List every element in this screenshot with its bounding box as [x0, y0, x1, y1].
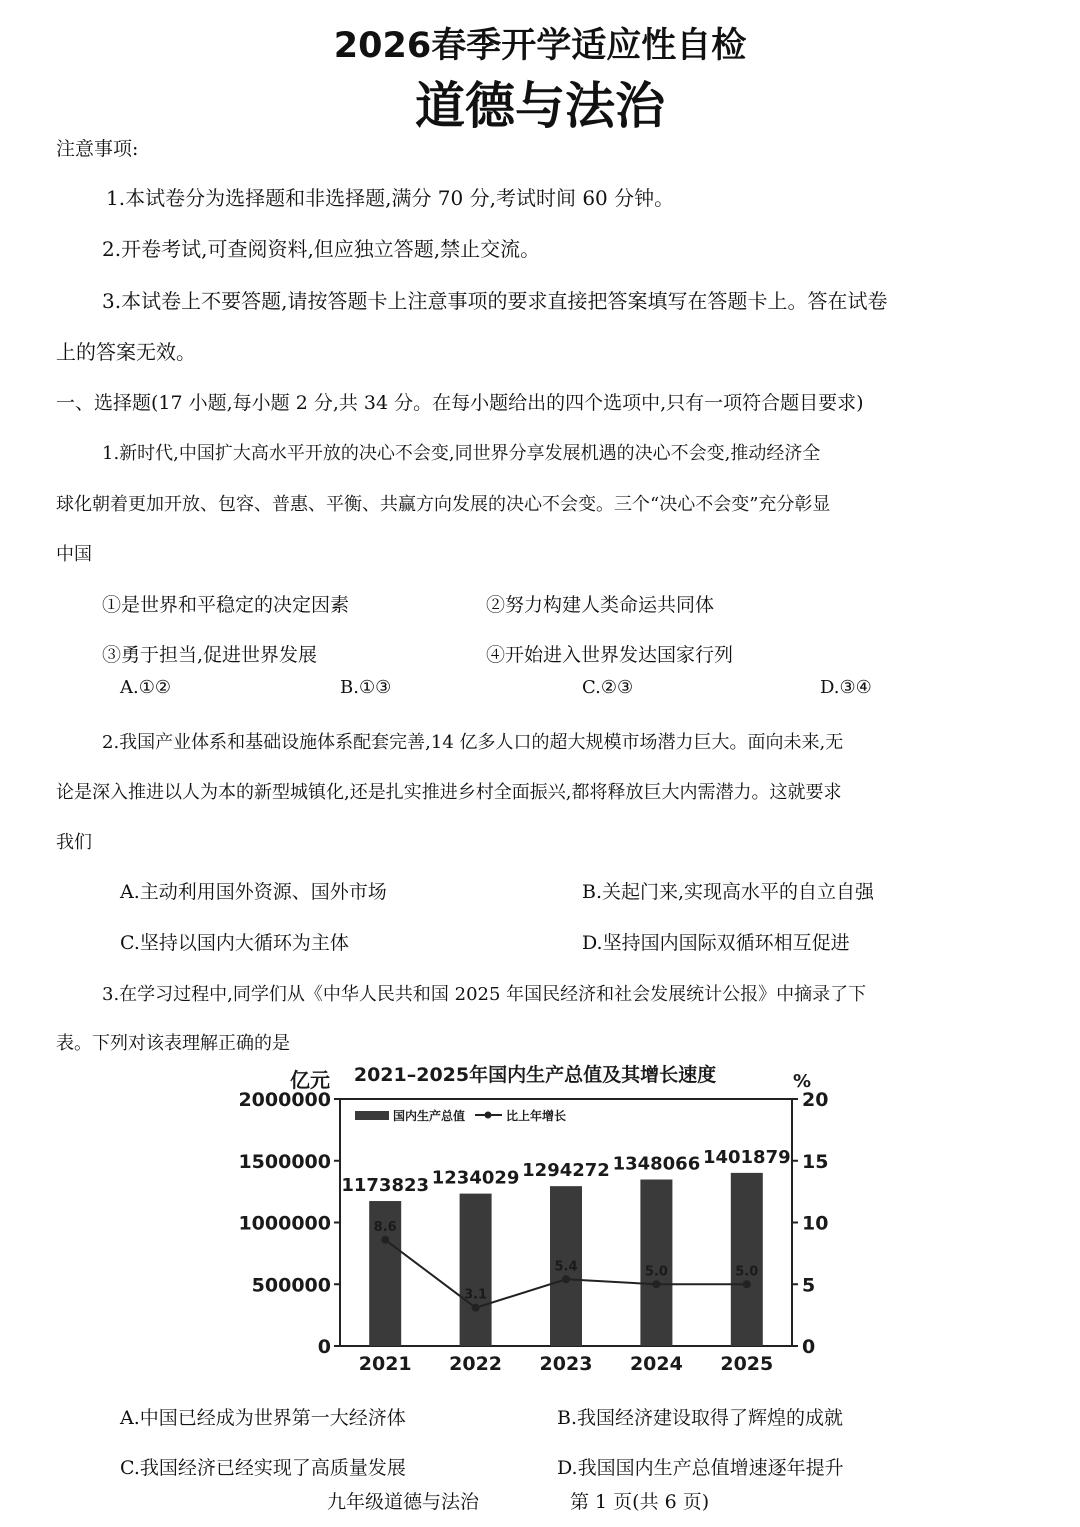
- q1-statement-4: ④开始进入世界发达国家行列: [486, 644, 734, 666]
- q1-line-3: 中国: [56, 544, 92, 565]
- y-left-tick-label: 1500000: [238, 1150, 331, 1173]
- q2-line-2: 论是深入推进以人为本的新型城镇化,还是扎实推进乡村全面振兴,都将释放巨大内需潜力。这就要求: [56, 782, 842, 803]
- q3-option-c: C.我国经济已经实现了高质量发展: [120, 1457, 406, 1479]
- notice-item-1: 1.本试卷分为选择题和非选择题,满分 70 分,考试时间 60 分钟。: [106, 186, 675, 210]
- gdp-chart: [238, 1055, 829, 1385]
- growth-label: 5.0: [735, 1264, 759, 1280]
- gdp-bar-label: 1234029: [431, 1167, 520, 1189]
- q1-option-b: B.①③: [340, 677, 392, 698]
- q1-option-c: C.②③: [582, 677, 634, 698]
- growth-label: 5.4: [554, 1259, 578, 1275]
- y-left-tick-label: 500000: [251, 1274, 331, 1297]
- q1-statement-3: ③勇于担当,促进世界发展: [102, 644, 318, 666]
- y-right-tick-label: 0: [802, 1336, 816, 1358]
- chart-ylabel-right: %: [792, 1071, 812, 1092]
- gdp-bar-label: 1348066: [612, 1153, 701, 1175]
- x-tick-label: 2023: [539, 1353, 593, 1375]
- gdp-bar: [640, 1180, 672, 1346]
- x-tick-label: 2024: [629, 1353, 683, 1375]
- legend-bar-swatch: [355, 1111, 389, 1120]
- legend-line-label: 比上年增长: [506, 1109, 567, 1123]
- y-right-tick-label: 15: [802, 1150, 829, 1173]
- y-right-tick-label: 5: [802, 1274, 816, 1297]
- q1-statement-2: ②努力构建人类命运共同体: [486, 594, 715, 616]
- q3-option-d: D.我国国内生产总值增速逐年提升: [557, 1457, 844, 1479]
- notice-item-3: 3.本试卷上不要答题,请按答题卡上注意事项的要求直接把答案填写在答题卡上。答在试卷: [102, 289, 888, 313]
- growth-point: [562, 1275, 570, 1283]
- q1-line-2: 球化朝着更加开放、包容、普惠、平衡、共赢方向发展的决心不会变。三个“决心不会变”充分彰显: [56, 494, 831, 515]
- q1-option-a: A.①②: [120, 677, 171, 698]
- growth-point: [743, 1280, 751, 1288]
- notice-item-2: 2.开卷考试,可查阅资料,但应独立答题,禁止交流。: [102, 237, 541, 261]
- q2-option-c: C.坚持以国内大循环为主体: [120, 932, 349, 954]
- x-tick-label: 2022: [449, 1353, 503, 1375]
- footer-subject: 九年级道德与法治: [327, 1491, 480, 1513]
- q2-option-d: D.坚持国内国际双循环相互促进: [582, 932, 850, 954]
- notice-item-3-cont: 上的答案无效。: [56, 340, 196, 364]
- growth-point: [381, 1236, 389, 1244]
- gdp-bar: [460, 1194, 492, 1346]
- legend-line-marker: [485, 1112, 492, 1119]
- growth-label: 8.6: [373, 1219, 397, 1235]
- q2-option-b: B.关起门来,实现高水平的自立自强: [582, 881, 875, 903]
- q2-option-a: A.主动利用国外资源、国外市场: [120, 881, 387, 903]
- q2-line-3: 我们: [56, 832, 92, 853]
- gdp-bar: [731, 1173, 763, 1346]
- growth-point: [652, 1280, 660, 1288]
- x-tick-label: 2025: [720, 1353, 774, 1375]
- y-left-tick-label: 1000000: [238, 1212, 331, 1235]
- footer-page: 第 1 页(共 6 页): [570, 1491, 710, 1513]
- q1-option-d: D.③④: [820, 677, 872, 698]
- legend-bar-label: 国内生产总值: [393, 1109, 466, 1123]
- subject-title: 道德与法治: [415, 77, 665, 135]
- notice-heading: 注意事项:: [56, 138, 139, 160]
- y-left-tick-label: 0: [317, 1336, 331, 1358]
- q1-statement-1: ①是世界和平稳定的决定因素: [102, 594, 350, 616]
- q3-option-b: B.我国经济建设取得了辉煌的成就: [557, 1407, 844, 1429]
- gdp-bar-label: 1173823: [341, 1175, 430, 1197]
- q3-line-2: 表。下列对该表理解正确的是: [56, 1033, 290, 1054]
- y-right-tick-label: 10: [802, 1212, 829, 1235]
- x-tick-label: 2021: [358, 1353, 412, 1375]
- growth-point: [472, 1304, 480, 1312]
- q3-line-1: 3.在学习过程中,同学们从《中华人民共和国 2025 年国民经济和社会发展统计公报》中摘录了下: [102, 984, 867, 1005]
- y-left-tick-label: 2000000: [238, 1089, 331, 1111]
- gdp-bar-label: 1401879: [702, 1146, 791, 1168]
- growth-label: 3.1: [464, 1287, 488, 1303]
- q2-line-1: 2.我国产业体系和基础设施体系配套完善,14 亿多人口的超大规模市场潜力巨大。面向未来,无: [102, 732, 844, 753]
- section-heading: 一、选择题(17 小题,每小题 2 分,共 34 分。在每小题给出的四个选项中,只有一项符合题目要求): [56, 392, 864, 414]
- y-right-tick-label: 20: [802, 1089, 829, 1111]
- gdp-bar-label: 1294272: [522, 1160, 610, 1182]
- growth-label: 5.0: [644, 1264, 668, 1280]
- q3-option-a: A.中国已经成为世界第一大经济体: [120, 1407, 406, 1429]
- chart-title: 2021–2025年国内生产总值及其增长速度: [353, 1064, 717, 1086]
- q1-line-1: 1.新时代,中国扩大高水平开放的决心不会变,同世界分享发展机遇的决心不会变,推动经济全: [102, 443, 821, 464]
- chart-ylabel-left: 亿元: [290, 1068, 330, 1092]
- exam-title: 2026春季开学适应性自检: [333, 26, 747, 66]
